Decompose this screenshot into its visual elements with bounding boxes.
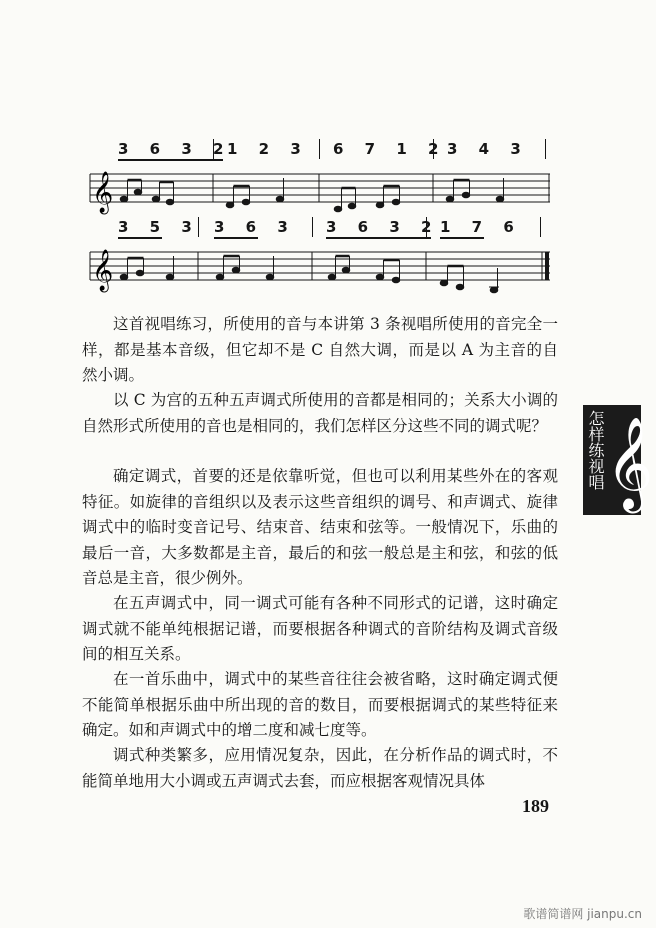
- page-number: 189: [522, 796, 549, 816]
- svg-text:𝄞: 𝄞: [606, 416, 654, 509]
- barline: [319, 139, 321, 159]
- treble-clef-icon: [606, 412, 654, 509]
- jianpu-group: 3 5 3: [118, 218, 200, 236]
- barline: [545, 139, 547, 159]
- staff-2: [90, 240, 550, 296]
- side-tab-label: 怎样练视唱: [586, 410, 605, 490]
- barline: [213, 139, 215, 159]
- jianpu-group: 3 4 3: [447, 140, 529, 158]
- barline: [433, 139, 435, 159]
- paragraph-3: 确定调式，首要的还是依靠听觉，但也可以利用某些外在的客观特征。如旋律的音组织以及表示这些音组织的调号、和声调式、旋律调式中的临时变音记号、结束音、结束和弦等。一般情况下，乐曲的最后一音，大多数都是主音，最后的和弦一般总是主和弦，和弦的低音总是主音，很少例外。: [82, 467, 558, 587]
- staff-1: [90, 162, 550, 218]
- jianpu-row-2: [90, 218, 550, 240]
- paragraph-5: 在一首乐曲中，调式中的某些音往往会被省略，这时确定调式便不能简单根据乐曲中所出现的音的数目，而要根据调式的某些特征来确定。如和声调式中的增二度和减七度等。: [82, 670, 558, 739]
- barline: [198, 217, 200, 237]
- treble-clef-icon: 𝄞: [92, 172, 114, 213]
- paragraph-4: 在五声调式中，同一调式可能有各种不同形式的记谱，这时确定调式就不能单纯根据记谱，而要根据各种调式的音阶结构及调式音级间的相互关系。: [82, 594, 558, 663]
- barline: [540, 217, 542, 237]
- score-line-1: [90, 140, 550, 218]
- jianpu-group: 3 6 3 2: [326, 218, 439, 236]
- jianpu-group: 6 7 1 2: [333, 140, 447, 158]
- paragraph-6: 调式种类繁多，应用情况复杂，因此，在分析作品的调式时，不能简单地用大小调或五声调式去套，而应根据客观情况具体: [82, 746, 558, 790]
- jianpu-row-1: [90, 140, 550, 162]
- watermark: 歌谱简谱网 jianpu.cn: [523, 907, 642, 921]
- barline: [426, 217, 428, 237]
- treble-clef-icon: 𝄞: [92, 250, 114, 291]
- paragraph-1: 这首视唱练习，所使用的音与本讲第 3 条视唱所使用的音完全一样，都是基本音级，但它却不是 C 自然大调，而是以 A 为主音的自然小调。: [82, 315, 558, 384]
- score-line-2: [90, 218, 550, 296]
- jianpu-group: 1 7 6: [440, 218, 522, 236]
- paragraph-2: 以 C 为宫的五种五声调式所使用的音都是相同的；关系大小调的自然形式所使用的音也是相同的，我们怎样区分这些不同的调式呢？: [82, 391, 558, 435]
- jianpu-group: 3 6 3: [214, 218, 296, 236]
- jianpu-group: 1 2 3: [227, 140, 309, 158]
- barline: [312, 217, 314, 237]
- jianpu-group: 3 6 3 2: [118, 140, 231, 158]
